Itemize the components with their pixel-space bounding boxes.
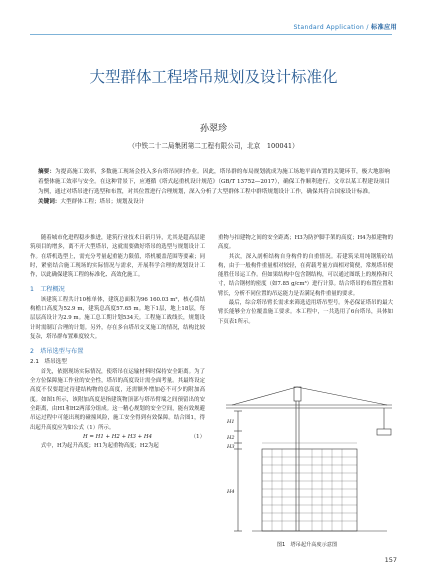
right-paragraph-1: 重物与扣建物之间的安全距离；H3为防护脚手架的高度；H4为拟建物的高度。: [218, 235, 393, 251]
header-rule: [30, 34, 392, 35]
keywords: 关键词：大型群体工程；塔吊；规划及设计: [38, 199, 145, 206]
right-column: [218, 234, 393, 327]
header-en: Standard Application: [293, 24, 365, 31]
affiliation: （中铁二十二局集团第二工程有限公司，北京 100041）: [128, 142, 299, 150]
abstract-block: [38, 168, 390, 208]
label-h2: H2: [227, 435, 235, 441]
label-h1: H1: [227, 419, 235, 425]
author-name: 孙翠珍: [199, 124, 227, 134]
load-block: [377, 429, 391, 435]
header-cn: 标准应用: [371, 24, 397, 31]
label-h4: H4: [227, 489, 235, 495]
figure-caption: 图1 塔吊起升高度示意图: [276, 542, 338, 548]
section-2-heading: 2 塔吊选型与布置: [30, 348, 84, 356]
formula-description: 式中，H为起升高度；H1为起重物高度；H2为起: [40, 443, 159, 450]
section-header: Standard Application / 标准应用: [293, 24, 397, 31]
right-paragraph-3: 最后，综合塔吊臂长需求来筛选适用塔吊型号。务必保证塔吊的最大臂长能够全方位覆盖施工要求。本工程中，一共选用了6台塔吊，具体如下页表1所示。: [218, 300, 393, 325]
section-1-paragraph: 该建筑工程共计10栋单体，建筑总面积为96 160.03 m²，核心筒结构檐口高度为52.9 m，建筑总高度57.65 m。地下1层，地上18层，每层层高设计为2.9 m。施工总工期计划534天。工程施工战线长，规划设计时需制订合理的计划。另外，存在多台塔吊交叉施工的情况，结构比较复杂，塔吊群布置难度较大。: [30, 296, 205, 340]
crane-lift-height-diagram: [222, 381, 397, 536]
intro-paragraph: 随着城市化进程稳步推进，建筑行业技术日新月异，尤其是超高层建筑项目的增多，离不开大型塔吊，这就需要做好塔吊的选型与规划设计工作。在塔机选型上，需充分考量起重能力限值，塔机覆盖范围等要素；同时，紧密结合施工现场的实际情况与需求，开展科学合理的规划设计工作，以此确保建筑工程的标准化、高效化施工。: [30, 235, 205, 279]
subsection-2-1-heading: 2.1 塔吊选型: [30, 358, 67, 365]
right-paragraph-2: 其次，深入剖析结构自身构件的自重情况。若建筑采用纯钢筋砼结构，由于一般构件重量相对较轻，在荷载考量方面相对简便，常规塔吊便能胜任吊运工作。但如果结构中包含钢结构，可以通过图纸上的规格和尺寸，结合钢材的密度（如7.85 g/cm³）进行计算。结合塔吊的布置位置和臂长，分析不同位置的吊运能力是否满足构件重量的要求。: [218, 253, 393, 297]
formula-number: （1）: [190, 433, 205, 440]
page-number: 157: [384, 556, 397, 564]
formula-1: H = H1 + H2 + H3 + H4 （1）: [30, 433, 205, 442]
section-1-heading: 1 工程概况: [30, 286, 65, 294]
article-title: 大型群体工程塔吊规划及设计标准化: [89, 68, 338, 86]
label-h3: H3: [227, 444, 235, 450]
abstract: 摘要：为提高施工效率，多数施工现场会投入多台塔吊同时作业。因此，塔吊群的布局规划就成为施工场地平面布置的关键环节，极大地影响着整体施工效率与安全。在这种背景下，应遵循《塔式起重机设计规范》（GB/T 13752—2017），确保工作顺利进行。文章以某工程建设项目为例，通过对塔吊进行选型和布置，对其位置进行合理规划，深入分析了大型群体工程中群塔规划设计工作，确保其符合国家设计标准。: [38, 169, 390, 195]
crane-cab: [294, 387, 301, 401]
building-outline: [262, 449, 357, 531]
left-column: [30, 234, 205, 452]
subsection-2-1-paragraph: 首先，依据现场实际情况，使塔吊在运输材料时保持安全距离。为了全方位保障施工作业的安全性，塔吊的高度设计需全面考量。其最终设定高度不仅要超过待建结构物的总高度，还需额外增加必不可少的附加高度。如图1所示，该附加高度是指建筑物顶部与塔吊臂端之间预留出的安全距离，由H1和H2两部分组成。这一精心规划的安全空间，能有效规避吊运过程中可能出现的碰撞风险，施工安全得到有效保障。结合图1，得出起升高度应为如公式（1）所示。: [30, 368, 205, 431]
